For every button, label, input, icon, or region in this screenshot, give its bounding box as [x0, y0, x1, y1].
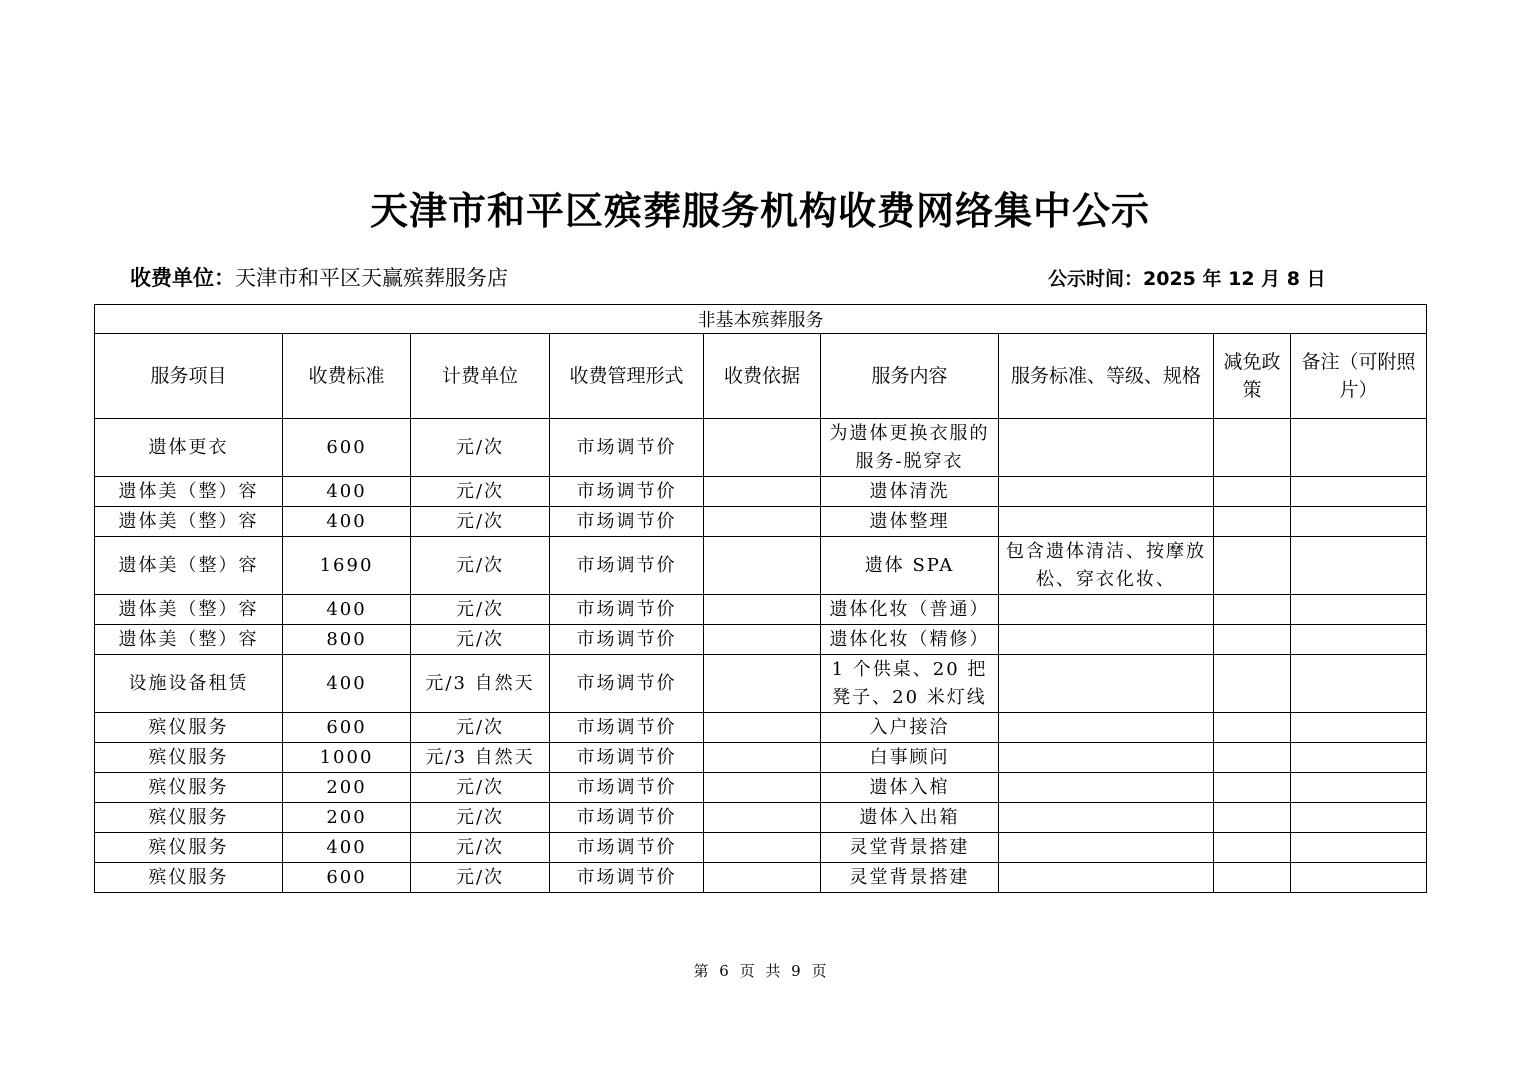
cell-fee-standard: 600	[283, 713, 411, 743]
cell-service-standard	[999, 595, 1214, 625]
page-footer: 第 6 页 共 9 页	[693, 962, 827, 980]
cell-fee-basis	[704, 595, 821, 625]
cell-billing-unit: 元/次	[411, 419, 550, 477]
cell-service-standard	[999, 743, 1214, 773]
cell-fee-management: 市场调节价	[550, 477, 704, 507]
header-fee-basis: 收费依据	[704, 334, 821, 419]
table-row	[95, 625, 1427, 655]
cell-service-content: 入户接洽	[821, 713, 999, 743]
cell-billing-unit: 元/次	[411, 773, 550, 803]
document-title: 天津市和平区殡葬服务机构收费网络集中公示	[369, 188, 1150, 233]
cell-service-standard	[999, 625, 1214, 655]
cell-service-item: 设施设备租赁	[95, 655, 283, 713]
cell-fee-standard: 400	[283, 595, 411, 625]
cell-service-content: 遗体整理	[821, 507, 999, 537]
cell-remarks	[1291, 713, 1427, 743]
cell-fee-management: 市场调节价	[550, 863, 704, 893]
cell-billing-unit: 元/次	[411, 803, 550, 833]
cell-remarks	[1291, 537, 1427, 595]
cell-fee-standard: 800	[283, 625, 411, 655]
header-service-item: 服务项目	[95, 334, 283, 419]
cell-service-content: 1 个供桌、20 把凳子、20 米灯线	[821, 655, 999, 713]
publish-date: 公示时间：2025 年 12 月 8 日	[1048, 268, 1326, 290]
cell-billing-unit: 元/次	[411, 833, 550, 863]
cell-remarks	[1291, 743, 1427, 773]
cell-service-content: 为遗体更换衣服的服务-脱穿衣	[821, 419, 999, 477]
cell-service-content: 遗体 SPA	[821, 537, 999, 595]
cell-fee-basis	[704, 773, 821, 803]
table-row	[95, 419, 1427, 477]
header-service-standard: 服务标准、等级、规格	[999, 334, 1214, 419]
table-row	[95, 803, 1427, 833]
cell-billing-unit: 元/次	[411, 537, 550, 595]
cell-fee-basis	[704, 507, 821, 537]
cell-fee-management: 市场调节价	[550, 507, 704, 537]
cell-service-item: 遗体美（整）容	[95, 595, 283, 625]
cell-service-standard	[999, 655, 1214, 713]
header-reduction-policy: 减免政策	[1214, 334, 1291, 419]
cell-remarks	[1291, 803, 1427, 833]
cell-billing-unit: 元/3 自然天	[411, 743, 550, 773]
cell-fee-standard: 400	[283, 833, 411, 863]
cell-fee-standard: 400	[283, 655, 411, 713]
cell-fee-standard: 400	[283, 507, 411, 537]
cell-service-item: 殡仪服务	[95, 833, 283, 863]
cell-service-content: 遗体化妆（精修）	[821, 625, 999, 655]
cell-fee-standard: 200	[283, 803, 411, 833]
cell-remarks	[1291, 833, 1427, 863]
cell-fee-basis	[704, 537, 821, 595]
cell-fee-management: 市场调节价	[550, 625, 704, 655]
cell-service-item: 殡仪服务	[95, 743, 283, 773]
cell-service-content: 灵堂背景搭建	[821, 863, 999, 893]
cell-service-content: 白事顾问	[821, 743, 999, 773]
cell-billing-unit: 元/3 自然天	[411, 655, 550, 713]
cell-service-item: 遗体美（整）容	[95, 477, 283, 507]
cell-service-standard	[999, 419, 1214, 477]
cell-fee-management: 市场调节价	[550, 803, 704, 833]
cell-service-standard	[999, 507, 1214, 537]
cell-remarks	[1291, 655, 1427, 713]
cell-reduction-policy	[1214, 507, 1291, 537]
cell-billing-unit: 元/次	[411, 863, 550, 893]
cell-service-standard	[999, 833, 1214, 863]
cell-service-item: 殡仪服务	[95, 713, 283, 743]
cell-remarks	[1291, 507, 1427, 537]
cell-service-item: 遗体美（整）容	[95, 507, 283, 537]
cell-fee-management: 市场调节价	[550, 655, 704, 713]
fee-table	[94, 304, 1427, 893]
cell-billing-unit: 元/次	[411, 625, 550, 655]
cell-service-standard	[999, 477, 1214, 507]
cell-fee-management: 市场调节价	[550, 833, 704, 863]
table-row	[95, 713, 1427, 743]
cell-fee-basis	[704, 625, 821, 655]
table-row	[95, 595, 1427, 625]
cell-reduction-policy	[1214, 803, 1291, 833]
cell-remarks	[1291, 625, 1427, 655]
cell-reduction-policy	[1214, 595, 1291, 625]
cell-service-standard: 包含遗体清洁、按摩放松、穿衣化妆、	[999, 537, 1214, 595]
table-row	[95, 507, 1427, 537]
cell-reduction-policy	[1214, 655, 1291, 713]
cell-service-item: 殡仪服务	[95, 803, 283, 833]
fee-table-body	[95, 419, 1427, 893]
cell-fee-standard: 600	[283, 863, 411, 893]
cell-service-content: 遗体入出箱	[821, 803, 999, 833]
cell-fee-management: 市场调节价	[550, 773, 704, 803]
header-remarks: 备注（可附照片）	[1291, 334, 1427, 419]
cell-fee-basis	[704, 743, 821, 773]
table-row	[95, 833, 1427, 863]
cell-fee-basis	[704, 833, 821, 863]
cell-service-item: 遗体美（整）容	[95, 625, 283, 655]
cell-service-content: 遗体化妆（普通）	[821, 595, 999, 625]
cell-reduction-policy	[1214, 419, 1291, 477]
cell-billing-unit: 元/次	[411, 477, 550, 507]
cell-reduction-policy	[1214, 863, 1291, 893]
cell-service-content: 灵堂背景搭建	[821, 833, 999, 863]
cell-reduction-policy	[1214, 743, 1291, 773]
cell-service-standard	[999, 863, 1214, 893]
cell-remarks	[1291, 477, 1427, 507]
cell-billing-unit: 元/次	[411, 595, 550, 625]
cell-fee-management: 市场调节价	[550, 595, 704, 625]
cell-fee-standard: 200	[283, 773, 411, 803]
cell-remarks	[1291, 863, 1427, 893]
cell-service-content: 遗体清洗	[821, 477, 999, 507]
cell-service-item: 遗体更衣	[95, 419, 283, 477]
header-service-content: 服务内容	[821, 334, 999, 419]
cell-remarks	[1291, 419, 1427, 477]
section-row	[95, 305, 1427, 334]
table-row	[95, 655, 1427, 713]
cell-fee-management: 市场调节价	[550, 713, 704, 743]
cell-fee-basis	[704, 863, 821, 893]
fee-unit-name: 天津市和平区天赢殡葬服务店	[235, 266, 508, 290]
cell-fee-management: 市场调节价	[550, 743, 704, 773]
cell-service-item: 殡仪服务	[95, 863, 283, 893]
table-row	[95, 773, 1427, 803]
cell-service-content: 遗体入棺	[821, 773, 999, 803]
section-title: 非基本殡葬服务	[95, 305, 1427, 334]
table-row	[95, 477, 1427, 507]
cell-reduction-policy	[1214, 625, 1291, 655]
table-row	[95, 863, 1427, 893]
cell-reduction-policy	[1214, 833, 1291, 863]
cell-reduction-policy	[1214, 713, 1291, 743]
cell-billing-unit: 元/次	[411, 713, 550, 743]
header-fee-management: 收费管理形式	[550, 334, 704, 419]
cell-service-item: 遗体美（整）容	[95, 537, 283, 595]
cell-remarks	[1291, 773, 1427, 803]
header-fee-standard: 收费标准	[283, 334, 411, 419]
cell-fee-standard: 600	[283, 419, 411, 477]
table-row	[95, 537, 1427, 595]
cell-fee-basis	[704, 655, 821, 713]
cell-reduction-policy	[1214, 537, 1291, 595]
header-billing-unit: 计费单位	[411, 334, 550, 419]
table-row	[95, 743, 1427, 773]
fee-unit-label: 收费单位：	[130, 266, 235, 290]
cell-fee-standard: 400	[283, 477, 411, 507]
cell-fee-basis	[704, 477, 821, 507]
cell-service-standard	[999, 773, 1214, 803]
fee-unit-line	[130, 262, 508, 292]
cell-service-standard	[999, 803, 1214, 833]
cell-service-item: 殡仪服务	[95, 773, 283, 803]
cell-fee-basis	[704, 803, 821, 833]
cell-fee-standard: 1690	[283, 537, 411, 595]
cell-billing-unit: 元/次	[411, 507, 550, 537]
header-row	[95, 334, 1427, 419]
cell-remarks	[1291, 595, 1427, 625]
cell-fee-basis	[704, 713, 821, 743]
cell-fee-management: 市场调节价	[550, 537, 704, 595]
cell-reduction-policy	[1214, 773, 1291, 803]
cell-reduction-policy	[1214, 477, 1291, 507]
cell-fee-standard: 1000	[283, 743, 411, 773]
cell-fee-management: 市场调节价	[550, 419, 704, 477]
cell-fee-basis	[704, 419, 821, 477]
cell-service-standard	[999, 713, 1214, 743]
